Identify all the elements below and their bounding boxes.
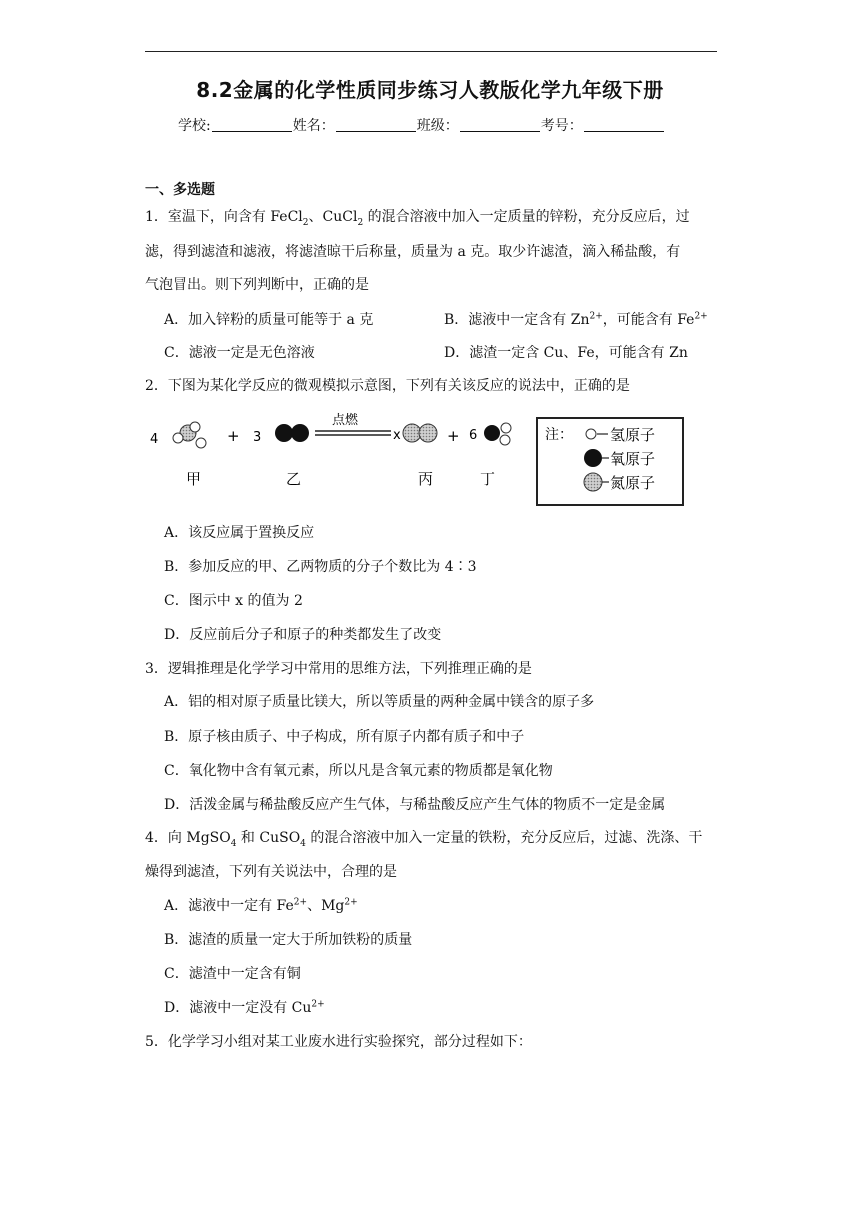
q1-option-a[interactable]: A．加入锌粉的质量可能等于 a 克: [164, 312, 374, 328]
oxygen-molecule: [275, 424, 309, 442]
hydrogen-atom-icon: [586, 429, 596, 439]
q2-option-a[interactable]: A．该反应属于置换反应: [164, 525, 315, 541]
section-heading: 一、多选题: [145, 182, 215, 198]
page-title: 8.2金属的化学性质同步练习人教版化学九年级下册: [196, 78, 664, 102]
q3-option-b[interactable]: B．原子核由质子、中子构成，所有原子内都有质子和中子: [164, 729, 525, 745]
q3-option-a[interactable]: A．铝的相对原子质量比镁大，所以等质量的两种金属中镁含的原子多: [164, 694, 595, 710]
reaction-condition: 点燃: [332, 413, 359, 428]
q3-stem: 3．逻辑推理是化学学习中常用的思维方法，下列推理正确的是: [145, 661, 532, 677]
name-blank[interactable]: [336, 117, 416, 132]
number-label: 考号：: [540, 118, 583, 134]
nitrogen-molecule: [403, 424, 437, 442]
q2-option-c[interactable]: C．图示中 x 的值为 2: [164, 593, 303, 609]
q1-stem-line3: 气泡冒出。则下列判断中，正确的是: [145, 277, 369, 293]
legend-nitrogen: 氮原子: [610, 474, 656, 492]
water-molecule: [484, 423, 511, 445]
q4-option-c[interactable]: C．滤渣中一定含有铜: [164, 966, 301, 982]
q2-option-d[interactable]: D．反应前后分子和原子的种类都发生了改变: [164, 627, 442, 643]
plus-1: +: [227, 427, 240, 445]
q3-option-c[interactable]: C．氧化物中含有氧元素，所以凡是含氧元素的物质都是氧化物: [164, 763, 553, 779]
q1-stem-line2: 滤，得到滤渣和滤液，将滤渣晾干后称量，质量为 a 克。取少许滤渣，滴入稀盐酸，有: [145, 244, 681, 260]
legend-oxygen: 氧原子: [610, 450, 656, 468]
name-label: 姓名：: [292, 118, 335, 134]
school-blank[interactable]: [212, 117, 292, 132]
q2-stem: 2．下图为某化学反应的微观模拟示意图，下列有关该反应的说法中，正确的是: [145, 378, 630, 394]
nitrogen-atom-icon: [584, 473, 602, 491]
student-info-line: [178, 115, 665, 135]
legend-title: 注：: [545, 427, 573, 443]
coef-yi: 3: [253, 430, 262, 445]
q4-stem-line2: 燥得到滤渣，下列有关说法中，合理的是: [145, 864, 397, 880]
class-label: 班级：: [416, 118, 459, 134]
q3-option-d[interactable]: D．活泼金属与稀盐酸反应产生气体，与稀盐酸反应产生气体的物质不一定是金属: [164, 797, 666, 813]
q4-option-d[interactable]: D．滤液中一定没有 $Cu^{2+}$: [164, 999, 325, 1016]
label-bing: 丙: [418, 470, 434, 488]
q4-option-b[interactable]: B．滤渣的质量一定大于所加铁粉的质量: [164, 932, 413, 948]
q1-stem-line1: 1．室温下，向含有 FeCl$_2$、CuCl$_2$ 的混合溶液中加入一定质量的锌粉，充分反应后，过: [145, 209, 690, 228]
header-rule: [145, 51, 717, 52]
q2-option-b[interactable]: B．参加反应的甲、乙两物质的分子个数比为 4∶3: [164, 559, 477, 575]
ammonia-molecule: [173, 422, 206, 448]
coef-jia: 4: [150, 432, 159, 447]
label-yi: 乙: [286, 470, 302, 488]
school-label: 学校:: [178, 118, 211, 134]
q1-option-c[interactable]: C．滤液一定是无色溶液: [164, 345, 315, 361]
q4-option-a[interactable]: A．滤液中一定有 $Fe^{2+}$、$Mg^{2+}$: [164, 897, 358, 914]
q4-stem-line1: 4．向 MgSO$_4$ 和 CuSO$_4$ 的混合溶液中加入一定量的铁粉，充分反应后，过滤、洗涤、干: [145, 830, 703, 849]
legend-hydrogen: 氢原子: [610, 426, 656, 444]
coef-ding: 6: [469, 428, 478, 443]
number-blank[interactable]: [584, 117, 664, 132]
label-ding: 丁: [480, 470, 496, 488]
coef-bing: x: [393, 428, 401, 443]
label-jia: 甲: [186, 470, 202, 488]
plus-2: +: [447, 427, 460, 445]
q5-stem: 5．化学学习小组对某工业废水进行实验探究，部分过程如下：: [145, 1034, 532, 1050]
q1-option-b[interactable]: B．滤液中一定含有 $Zn^{2+}$，可能含有 $Fe^{2+}$: [444, 311, 708, 328]
q1-option-d[interactable]: D．滤渣一定含 Cu、Fe，可能含有 Zn: [444, 345, 688, 361]
oxygen-atom-icon: [584, 449, 602, 467]
reaction-diagram: [140, 405, 700, 515]
class-blank[interactable]: [460, 117, 540, 132]
